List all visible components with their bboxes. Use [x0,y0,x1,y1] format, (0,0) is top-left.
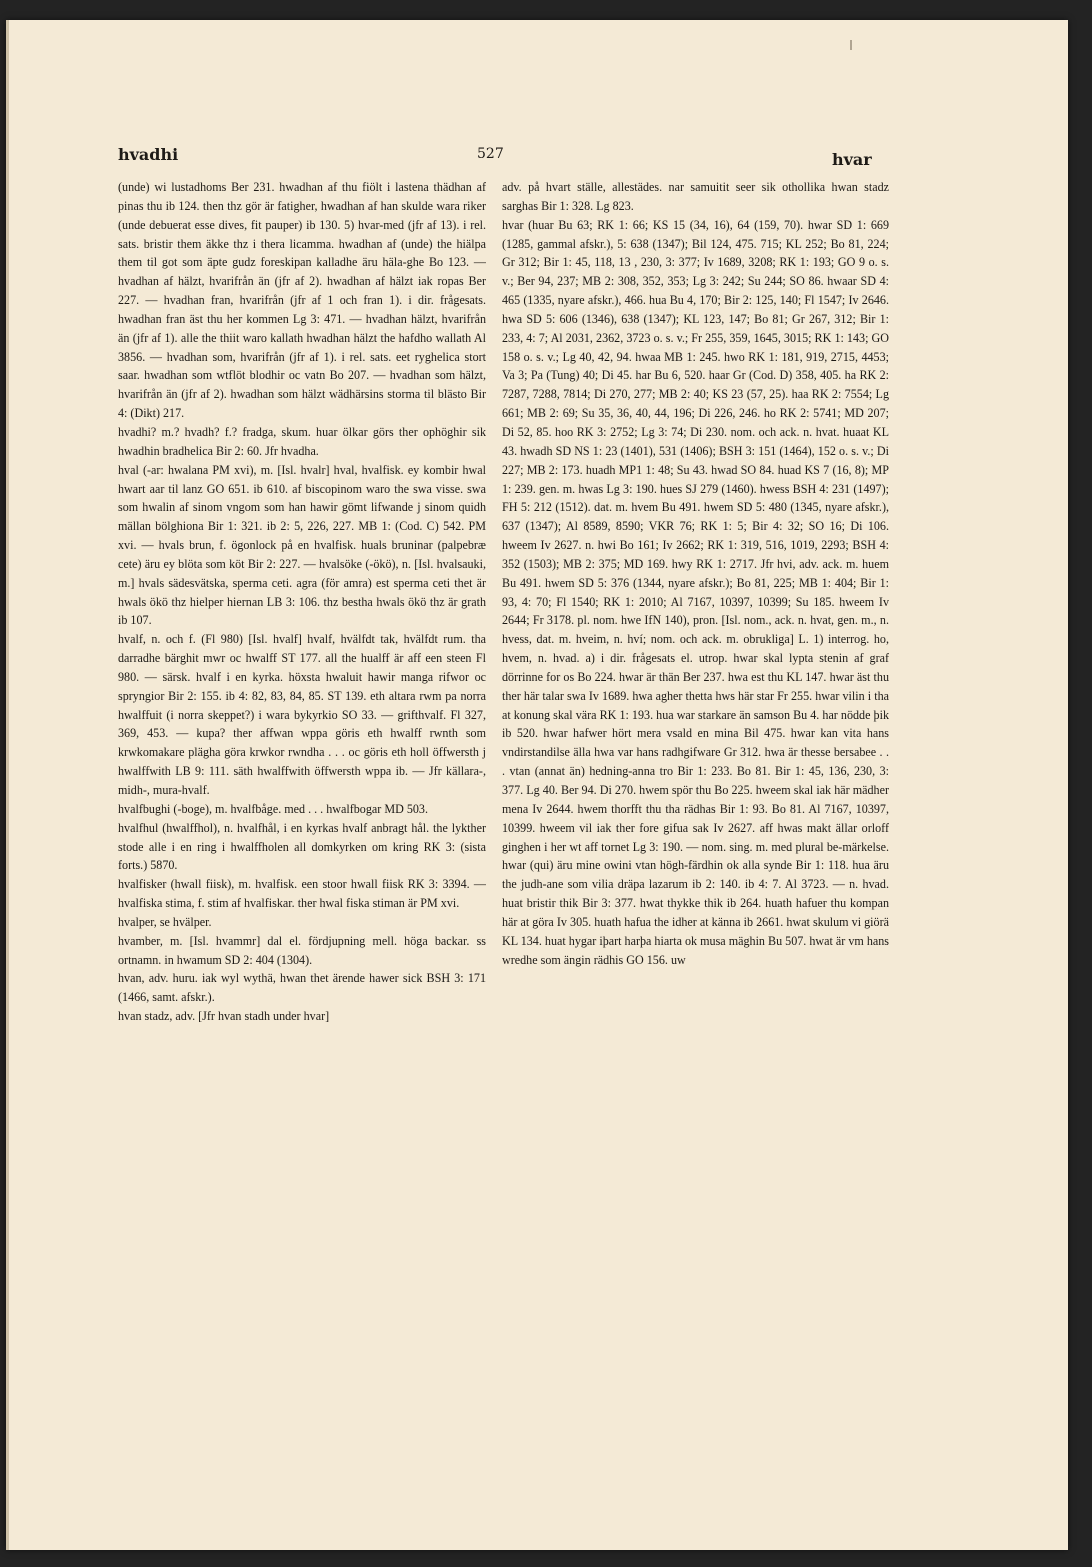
entry-hvar: hvar (huar Bu 63; RK 1: 66; KS 15 (34, 16), 64 (159, 70). hwar SD 1: 669 (1285, gammal afskr.), 5: 638 (1347); Bil 124, 475. 715; KL 252; Bo 81, 224; Gr 312; Bir 1: 45, 118, 13 , 230, 3: 377; Iv 1689, 3208; RK 1: 193; GO 9 o. s. v.; Ber 94, 237; MB 2: 308, 352, 353; Lg 3: 242; Su 244; SO 86. hwaar SD 4: 465 (1335, nyare afskr.), 466. hua Bu 4, 170; Bir 2: 125, 140; Fl 1547; Iv 2646. hwa SD 5: 606 (1346), 638 (1347); KL 123, 147; Bo 81; Gr 267, 312; Bir 1: 233, 4: 7; Al 2031, 2362, 3723 o. s. v.; Fr 255, 359, 1645, 3015; RK 1: 143; GO 158 o. s. v.; Lg 40, 42, 94. hwaa MB 1: 245. hwo RK 1: 181, 919, 2715, 4453; Va 3; Pa (Tung) 40; Di 45. har Bu 6, 520. haar Gr (Cod. D) 358, 405. ha RK 2: 7287, 7288, 7814; Di 270, 277; MB 2: 40; KS 23 (57, 25). haa RK 2: 7554; Lg 661; MB 2: 69; Su 35, 36, 40, 44, 196; Di 226, 246. ho RK 2: 5741; MD 207; Di 52, 85. hoo RK 3: 2752; Lg 3: 74; Di 230. nom. och ack. n. hvat. huaat KL 43. hwadh SD NS 1: 23 (1401), 531 (1406); BSH 3: 151 (1464), 152 o. s. v.; Di 227; MB 2: 173. huadh MP1 1: 48; Su 43. hwad SO 84. huad KS 7 (16, 8); MP 1: 239. gen. m. hwas Lg 3: 190. hues SJ 279 (1460). hwess BSH 4: 231 (1497); FH 5: 212 (1512). dat. m. hvem Bu 491. hwem SD 5: 480 (1345, nyare afskr.), 637 (1347); Al 8589, 8590; VKR 76; RK 1: 5; Bir 4: 32; SO 16; Di 106. hweem Iv 2627. n. hwi Bo 161; Iv 2662; RK 1: 319, 516, 1019, 2293; BSH 4: 352 (1503); MB 2: 375; MD 169. hwy RK 1: 2717. Jfr hvi, adv. ack. m. huem Bu 491. hwem SD 5: 376 (1344, nyare afskr.); Bo 81, 225; MB 1: 404; Bir 1: 93, 4: 70; Fl 1540; RK 1: 2010; Al 7167, 10397, 10399; Su 185. hweem Iv 2644; Fr 3178. pl. nom. hwe IfN 140), pron. [Isl. nom., ack. n. hvat, gen. m., n. hvess, dat. m. hveim, n. hví; nom. och ack. m. obrukliga] L. 1) interrog. ho, hvem, n. hvad. a) i dir. frågesats el. utrop. hwar skal lypta stenin af graf dörrinne for os Bo 224. hwar är thän Ber 237. hwa est thu KL 147. hwar äst thu ther här talar swa Iv 1689. hwa agher thetta hws här star Fr 255. hwar vilin i tha at konung skal vära RK 1: 193. hua war starkare än samson Bu 4. har nödde þik ib 520. hwar hafwer hört mera vsald en mina Bil 475. hwar kan vita hans vndirstandilse älla hwa var hans radhgifware Gr 312. hwa är thesse bersabee . . . vtan (annat än) hedning-anna tro Bir 1: 233. Bo 81. Bir 1: 45, 136, 230, 3: 377. Lg 40. Ber 94. Di 270. hwem spör thu Bo 225. hweem skal iak här mädher mena Iv 2644. hwem thorfft thu tha rädhas Bir 1: 93. Bo 81. Al 7167, 10397, 10399. hweem vil iak ther fore gifua sak Iv 2627. aff hwas makt ällar orloff ginghen i her wt aff tornet Lg 3: 190. — nom. sing. m. med plural be-märkelse. hwar (qui) äru mine owini vtan högh-färdhin ok alla synde Bir 1: 118. hua äru the judh-ane som vilia dräpa lazarum ib 2: 140. ib 4: 7. Al 3723. — n. hvad. huat bristir thik Bir 3: 377. hwat thykke thik ib 264. huath hafuer thu kompan här at göra Iv 305. huath hafua the idher at känna ib 2661. hwat skulum vi giörä KL 134. huat hygar iþart harþa hiarta ok musa mäghin Bu 507. hwat är vm hans wredhe som ängin rädhis GO 156. uw [502,217,889,967]
entry-hvalfhul: hvalfhul (hwalffhol), n. hvalfhål, i en kyrkas hvalf anbragt hål. the lykther stode alle i en ring i hwalffholen all domkyrken om kring RK 3: (sista forts.) 5870. [118,820,486,873]
running-head-right: hvar [832,150,872,169]
entry-hvadhi: hvadhi? m.? hvadh? f.? fradga, skum. huar ölkar görs ther ophöghir sik hwadhin bradhelica Bir 2: 60. Jfr hvadha. [118,424,486,458]
entry-hval: hval (-ar: hwalana PM xvi), m. [Isl. hvalr] hval, hvalfisk. ey kombir hwal hwart aar til lanz GO 651. ib 610. af biscopinom waro the swa visse. swa som hwalin af sinom vngom som han hawir gömt lifwande j sinom quidh mällan bölghiona Bir 1: 321. ib 2: 5, 226, 227. MB 1: (Cod. C) 542. PM xvi. — hvals brun, f. ögonlock på en hvalfisk. huals bruninar (palpebræ cete) äru ey blöta som köt Bir 2: 227. — hvalsöke (-ökö), n. [Isl. hvalsauki, m.] hvals sädesvätska, sperma ceti. agra (för amra) est sperma ceti thet är hwals ökö thz hielper hiernan LB 3: 106. thz bestha hwals ökö thz är grath ib 107. [118,462,486,628]
entry-hvan-stadz-continued: adv. på hvart ställe, allestädes. nar samuitit seer sik othollika hwan stadz sarghas Bir 1: 328. Lg 823. [502,180,889,213]
entry-hvalper: hvalper, se hvälper. [118,914,212,929]
entry-hvadhan-continued: (unde) wi lustadhoms Ber 231. hwadhan af thu fiölt i lastena thädhan af pinas thu ib 124. then thz gör är fatigher, hwadhan af han skulde wara riker (unde debuerat esse dives, fit pauper) ib 130. 5) hvar-med (jfr af 13). i rel. sats. bristir them äkke thz i thera licamma. hwadhan af (unde) the hiälpa them til got som äpte gudz foreskipan kalladhe äru häla-ghe Bo 123. — hvadhan af hälzt, hvarifrån än (jfr af 2). hwadhan af hälzt iak ropas Ber 227. — hvadhan fran, hvarifrån (jfr af 1 och fran 1). i dir. frågesats. hwadhan fran äst thu her kommen Lg 3: 471. — hvadhan hälzt, hvarifrån än (jfr af 1). alle the thiit waro kallath hwadhan hälzt the hafdho wallath Al 3856. — hvadhan som, hvarifrån (jfr af 1). i rel. sats. eet ryghelica stort saar. hwadhan som wtflöt blodhir oc vatn Bo 207. — hvadhan som hälzt, hvarifrån än (jfr af 2). hwadhan som hälzt wädhärsins storma til blästo Bir 4: (Dikt) 217. [118,180,486,421]
entry-hvalfisker: hvalfisker (hwall fiisk), m. hvalfisk. een stoor hwall fiisk RK 3: 3394. — hvalfiska stima, f. stim af hvalfiskar. ther hwal fiska stiman är PM xvi. [118,877,486,911]
left-column [118,178,486,1358]
page-number: 527 [477,146,504,162]
page-edge [6,20,9,1550]
running-head-left: hvadhi [118,145,179,164]
ink-mark [850,40,852,50]
right-column [502,178,889,1358]
entry-hvalf: hvalf, n. och f. (Fl 980) [Isl. hvalf] hvalf, hvälfdt tak, hvälfdt rum. tha darradhe bärghit mwr oc hwalff ST 177. all the hualff är aff een steen Fl 980. — särsk. hvalf i en kyrka. höxsta hwaluit hawir manga rifwor oc spryngior Bir 2: 155. ib 4: 82, 83, 84, 85. ST 139. eth altara rwm pa norra hwalffuit (i norra skeppet?) i wara bykyrkio SO 33. — grifthvalf. Fl 327, 369, 453. — kupa? ther affwan wppa göris eth hwalff rwnth som krwkomakare plägha göra krwkor rwndha . . . oc göris eth holl öffwersth j hwalffwith LB 9: 111. säth hwalffwith öffwersth wppa ib. — Jfr källara-, midh-, mura-hvalf. [118,632,486,797]
entry-hvamber: hvamber, m. [Isl. hvammr] dal el. fördjupning mell. höga backar. ss ortnamn. in hwamum SD 2: 404 (1304). [118,933,486,967]
entry-hvalfbughi: hvalfbughi (-boge), m. hvalfbåge. med . . . hwalfbogar MD 503. [118,801,428,816]
entry-hvan-stadz: hvan stadz, adv. [Jfr hvan stadh under hvar] [118,1009,330,1024]
entry-hvan: hvan, adv. huru. iak wyl wythä, hwan thet ärende hawer sick BSH 3: 171 (1466, samt. afskr.). [118,971,486,1005]
